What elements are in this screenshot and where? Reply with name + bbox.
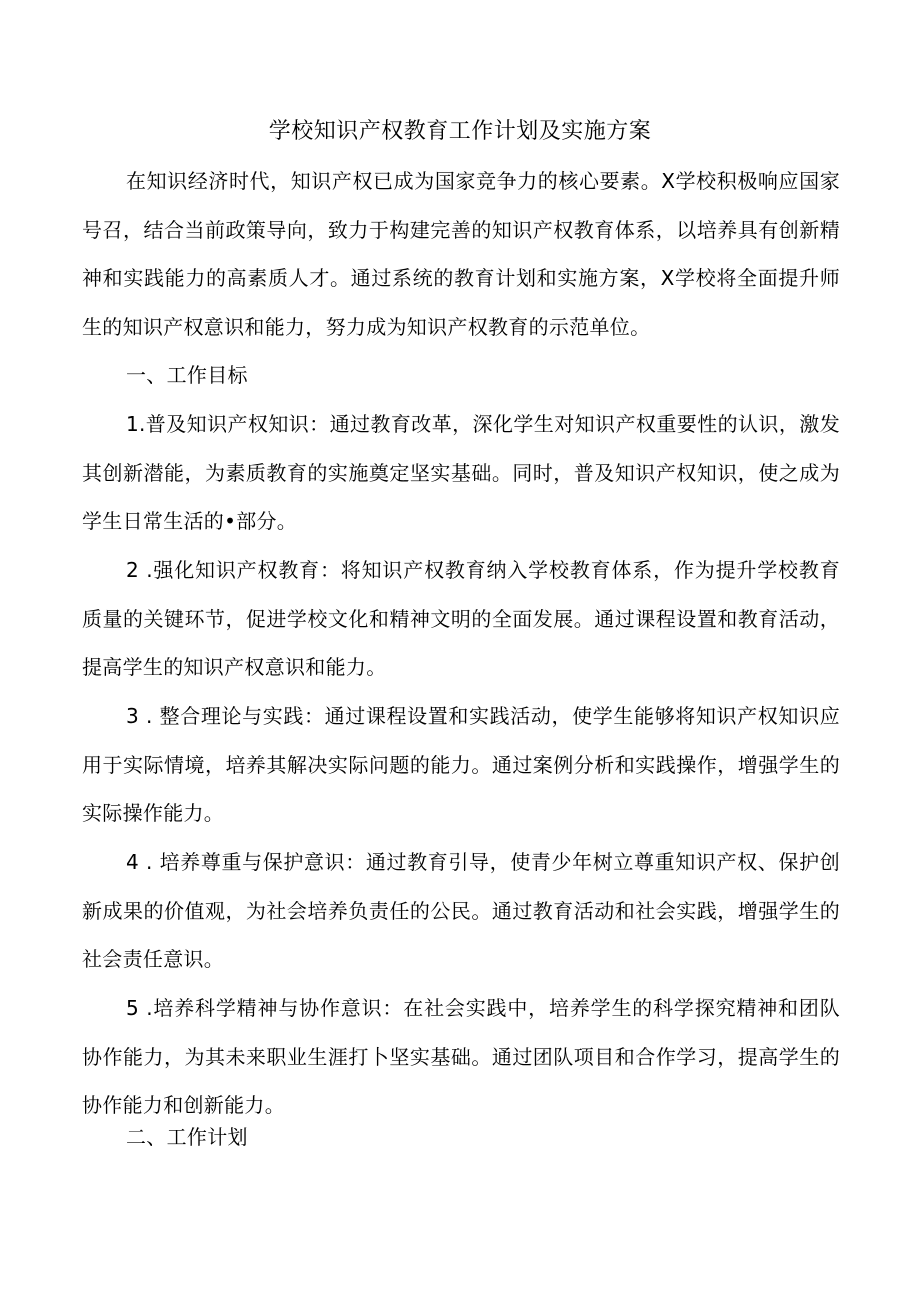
document-title: 学校知识产权教育工作计划及实施方案 xyxy=(268,119,652,144)
section-heading-goals: 一、工作目标 xyxy=(126,363,248,387)
intro-paragraph: 在知识经济时代，知识产权已成为国家竞争力的核心要素。X学校积极响应国家号召，结合当前政策导向，致力于构建完善的知识产权教育体系，以培养具有创新精神和实践能力的高素质人才。通过系统的教育计划和实施方案，X学校将全面提升师生的知识产权意识和能力，努力成为知识产权教育的示范单位。 xyxy=(82,169,840,339)
goal-item-5: 5 .培养科学精神与协作意识：在社会实践中，培养学生的科学探究精神和团队协作能力，为其未来职业生涯打卜坚实基础。通过团队项目和合作学习，提高学生的协作能力和创新能力。 xyxy=(82,996,840,1117)
section-heading-plan: 二、工作计划 xyxy=(126,1125,248,1149)
goal-item-1: 1.普及知识产权知识：通过教育改革，深化学生对知识产权重要性的认识，激发其创新潜能，为素质教育的实施奠定坚实基础。同时，普及知识产权知识，使之成为学生日常生活的•部分。 xyxy=(82,412,840,533)
goal-item-3: 3 . 整合理论与实践：通过课程设置和实践活动，使学生能够将知识产权知识应用于实际情境，培养其解决实际问题的能力。通过案例分析和实践操作，增强学生的实际操作能力。 xyxy=(82,704,840,825)
goal-item-4: 4 . 培养尊重与保护意识：通过教育引导，使青少年树立尊重知识产权、保护创新成果的价值观，为社会培养负责任的公民。通过教育活动和社会实践，增强学生的社会责任意识。 xyxy=(82,850,840,971)
goal-item-2: 2 .强化知识产权教育：将知识产权教育纳入学校教育体系，作为提升学校教育质量的关键环节，促进学校文化和精神文明的全面发展。通过课程设置和教育活动，提高学生的知识产权意识和能力。 xyxy=(82,558,840,679)
